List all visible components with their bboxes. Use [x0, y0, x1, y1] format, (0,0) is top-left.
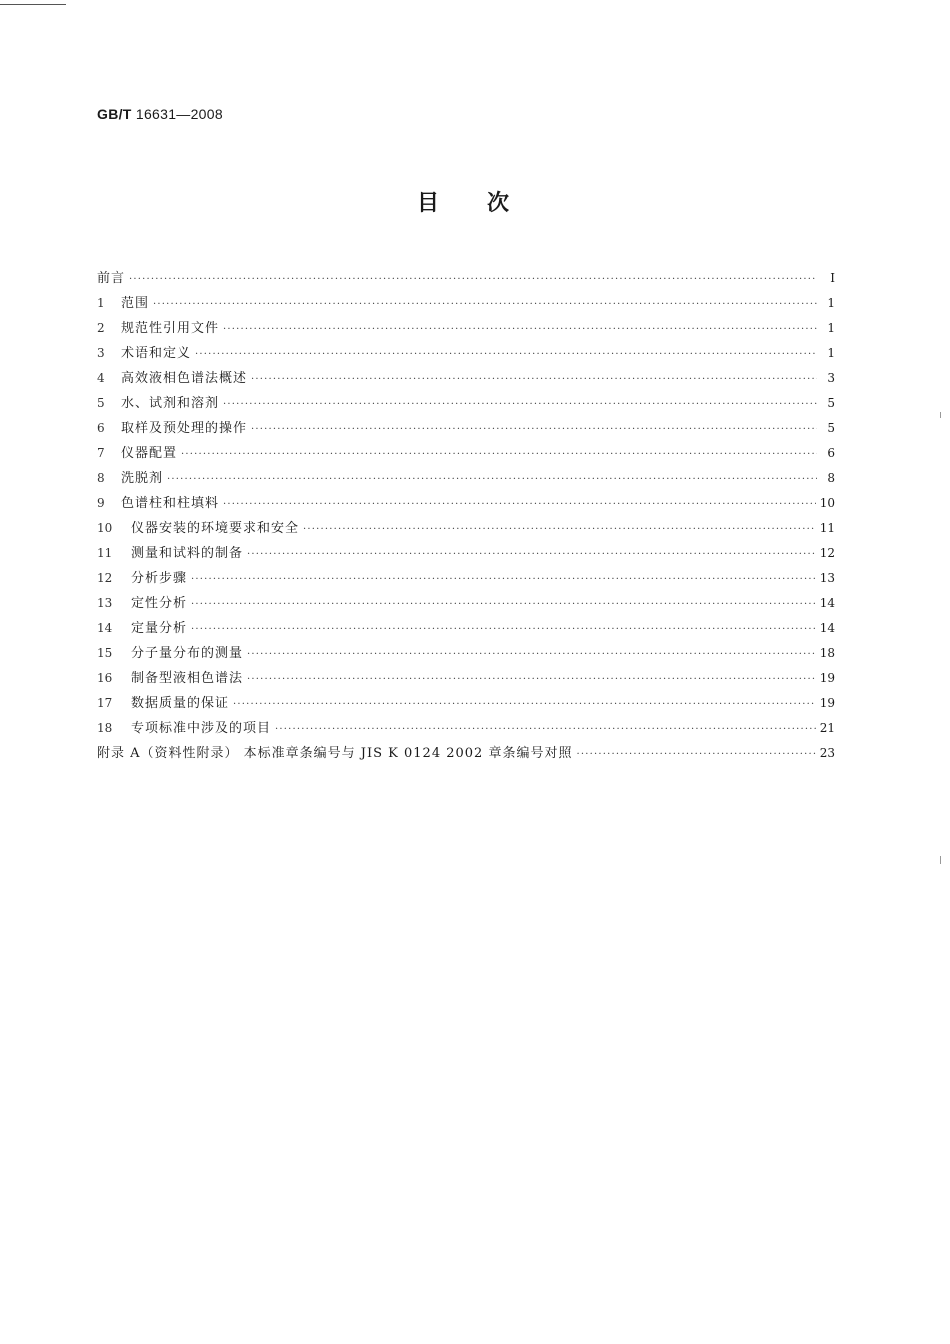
toc-dot-leader: [191, 567, 816, 592]
toc-entry-page: 21: [819, 721, 835, 735]
toc-entry[interactable]: [97, 316, 835, 341]
page-title: 目次: [416, 191, 557, 216]
toc-entry-number: 14: [97, 621, 113, 635]
scan-speck: [940, 856, 941, 864]
toc-entry-page: 8: [827, 471, 835, 485]
toc-dot-leader: [251, 367, 817, 392]
standard-prefix: GB/T: [97, 106, 132, 122]
toc-entry-page: 19: [819, 696, 835, 710]
toc-entry-number: 11: [97, 546, 113, 560]
toc-entry[interactable]: [97, 616, 835, 641]
toc-dot-leader: [247, 542, 816, 567]
toc-dot-leader: [247, 667, 816, 692]
scan-top-rule: [0, 4, 66, 5]
toc-entry-page: 12: [819, 546, 835, 560]
toc-dot-leader: [247, 642, 816, 667]
toc-dot-leader: [191, 592, 816, 617]
toc-entry-page: 1: [827, 346, 835, 360]
toc-entry-page: Ⅰ: [830, 271, 835, 285]
toc-entry-number: 18: [97, 721, 113, 735]
toc-dot-leader: [129, 267, 817, 292]
toc-entry-label: 色谱柱和柱填料: [121, 496, 220, 511]
toc-entry-page: 14: [819, 596, 835, 610]
toc-entry-label: 分析步骤: [131, 571, 188, 586]
table-of-contents: [97, 266, 835, 766]
toc-entry[interactable]: [97, 691, 835, 716]
toc-dot-leader: [275, 717, 816, 742]
toc-entry-page: 11: [819, 521, 835, 535]
toc-entry[interactable]: [97, 291, 835, 316]
toc-dot-leader: [303, 517, 816, 542]
toc-entry-foreword[interactable]: [97, 266, 835, 291]
toc-entry-page: 6: [827, 446, 835, 460]
toc-entry-label: 定量分析: [131, 621, 188, 636]
toc-entry[interactable]: [97, 591, 835, 616]
toc-entry-page: 5: [827, 396, 835, 410]
toc-entry-label: 仪器安装的环境要求和安全: [131, 521, 300, 536]
toc-entry-label: 分子量分布的测量: [131, 646, 244, 661]
toc-entry-number: 15: [97, 646, 113, 660]
toc-entry[interactable]: [97, 541, 835, 566]
toc-entry-page: 13: [819, 571, 835, 585]
toc-entry-label: 洗脱剂: [121, 471, 164, 486]
toc-entry-label: 取样及预处理的操作: [121, 421, 248, 436]
toc-dot-leader: [223, 317, 817, 342]
toc-entry-label: 高效液相色谱法概述: [121, 371, 248, 386]
toc-dot-leader: [191, 617, 816, 642]
toc-entry-number: 8: [97, 471, 105, 485]
toc-entry-label: 范围: [121, 296, 150, 311]
toc-entry[interactable]: [97, 391, 835, 416]
toc-entry-label: 测量和试料的制备: [131, 546, 244, 561]
toc-entry[interactable]: [97, 566, 835, 591]
toc-entry-number: 5: [97, 396, 105, 410]
toc-entry-number: 12: [97, 571, 113, 585]
toc-entry[interactable]: [97, 466, 835, 491]
toc-entry-label: 制备型液相色谱法: [131, 671, 244, 686]
toc-entry-number: 16: [97, 671, 113, 685]
standard-number: [97, 106, 223, 122]
toc-entry[interactable]: [97, 716, 835, 741]
toc-entry-label: 仪器配置: [121, 446, 178, 461]
toc-dot-leader: [223, 492, 816, 517]
toc-entry-page: 19: [819, 671, 835, 685]
standard-code: 16631—2008: [135, 106, 223, 122]
toc-entry-number: 17: [97, 696, 113, 710]
toc-dot-leader: [233, 692, 816, 717]
toc-entry[interactable]: [97, 416, 835, 441]
toc-entry-label: 专项标准中涉及的项目: [131, 721, 272, 736]
toc-entry-page: 5: [827, 421, 835, 435]
toc-dot-leader: [167, 467, 817, 492]
toc-entry-page: 18: [819, 646, 835, 660]
toc-entry-label: 数据质量的保证: [131, 696, 230, 711]
toc-dot-leader: [576, 742, 815, 767]
toc-entry-label: 术语和定义: [121, 346, 192, 361]
toc-entry-number: 9: [97, 496, 105, 510]
toc-dot-leader: [153, 292, 817, 317]
toc-dot-leader: [181, 442, 817, 467]
toc-entry-number: 1: [97, 296, 105, 310]
toc-entry-label: 前言: [97, 271, 126, 286]
toc-dot-leader: [251, 417, 817, 442]
toc-entry-page: 1: [827, 321, 835, 335]
toc-entry-page: 3: [827, 371, 835, 385]
toc-entry-number: 2: [97, 321, 105, 335]
toc-entry-page: 1: [827, 296, 835, 310]
toc-entry[interactable]: [97, 666, 835, 691]
toc-entry-label: 水、试剂和溶剂: [121, 396, 220, 411]
toc-entry[interactable]: [97, 341, 835, 366]
toc-entry[interactable]: [97, 641, 835, 666]
toc-entry-number: 13: [97, 596, 113, 610]
toc-entry-number: 3: [97, 346, 105, 360]
toc-entry-label: 定性分析: [131, 596, 188, 611]
toc-entry-number: 7: [97, 446, 105, 460]
toc-entry-page: 14: [819, 621, 835, 635]
toc-entry[interactable]: [97, 491, 835, 516]
toc-entry-label: 规范性引用文件: [121, 321, 220, 336]
toc-dot-leader: [195, 342, 817, 367]
toc-entry-annex-a[interactable]: [97, 741, 835, 766]
toc-entry[interactable]: [97, 366, 835, 391]
toc-entry-page: 10: [819, 496, 835, 510]
toc-entry-number: 4: [97, 371, 105, 385]
toc-entry-number: 10: [97, 521, 113, 535]
toc-entry-page: 23: [819, 746, 835, 760]
toc-dot-leader: [223, 392, 817, 417]
scan-speck: [940, 412, 941, 418]
toc-entry[interactable]: [97, 516, 835, 541]
toc-entry[interactable]: [97, 441, 835, 466]
toc-entry-label: 附录 A（资料性附录） 本标准章条编号与 JIS K 0124 2002 章条编号对照: [97, 746, 573, 761]
toc-entry-number: 6: [97, 421, 105, 435]
